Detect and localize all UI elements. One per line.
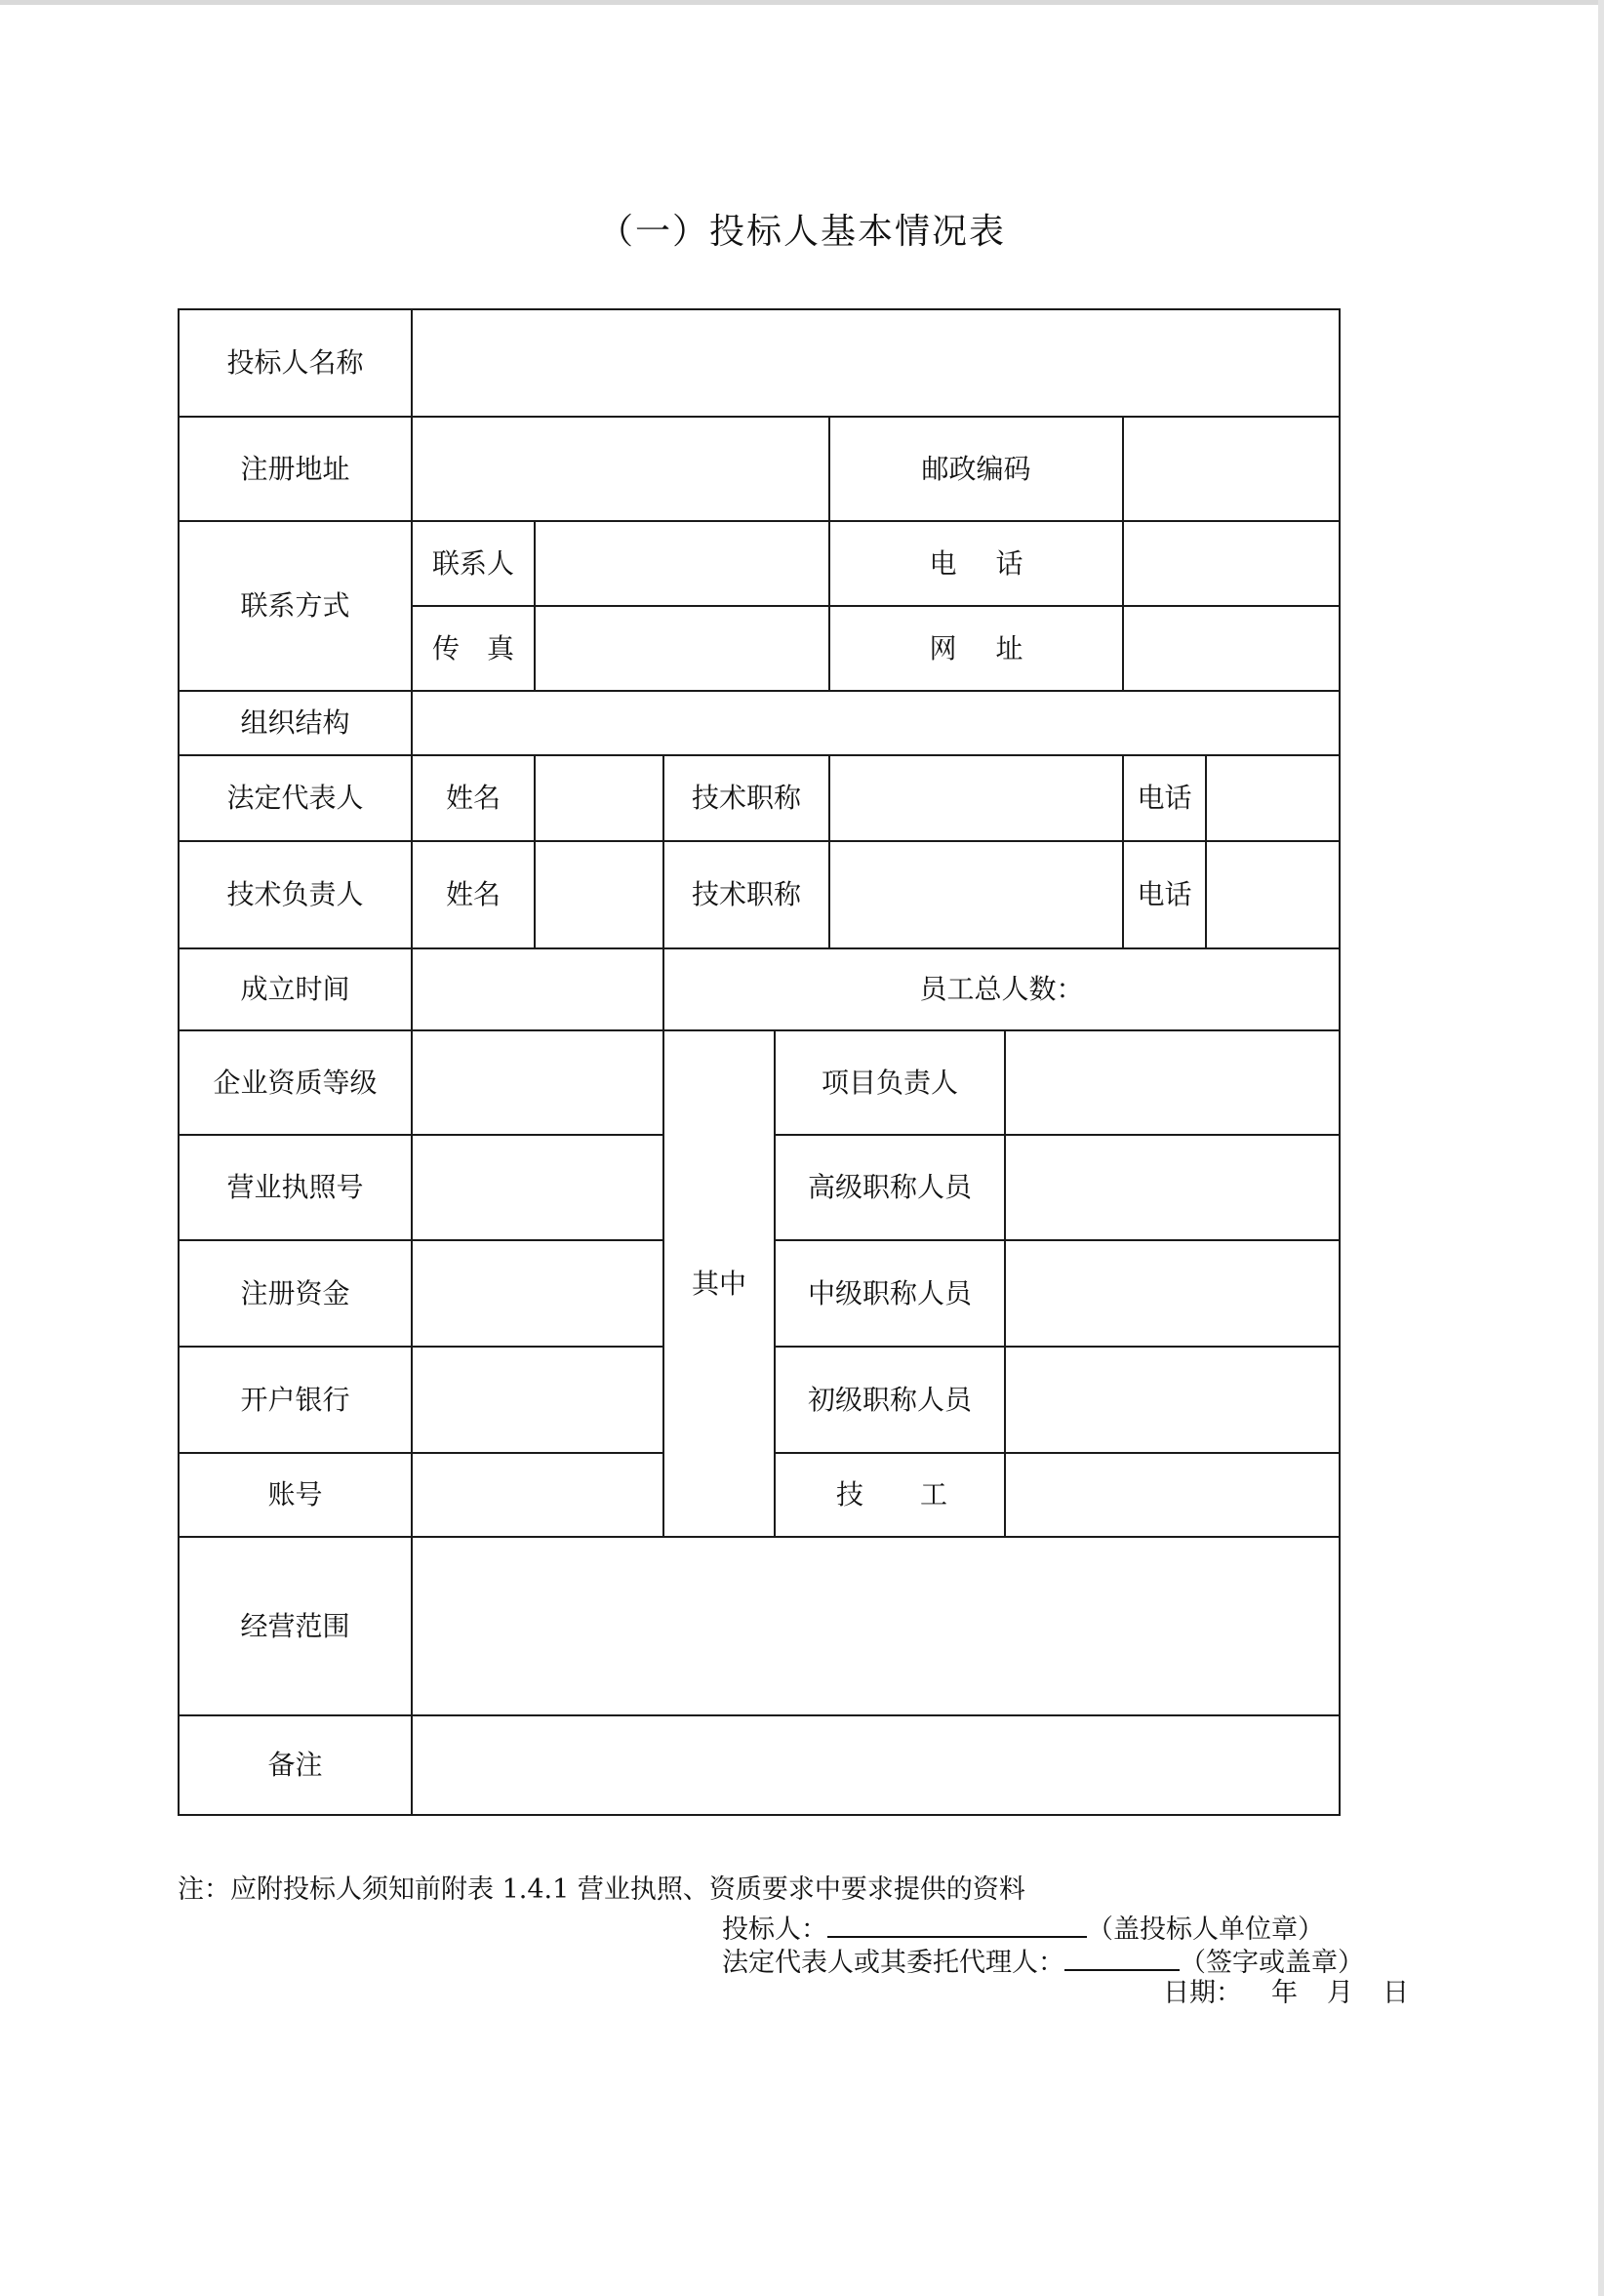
value-technician[interactable] [1005, 1453, 1340, 1537]
label-legal-rep-title: 技术职称 [663, 755, 829, 841]
label-phone [829, 521, 1123, 606]
value-reg-address[interactable] [412, 417, 829, 521]
label-fax [412, 606, 535, 691]
label-website-char-2: 址 [995, 631, 1023, 665]
label-mid-staff: 中级职称人员 [775, 1240, 1005, 1347]
value-business-scope[interactable] [412, 1537, 1340, 1715]
value-website[interactable] [1123, 606, 1340, 691]
value-fax[interactable] [535, 606, 829, 691]
label-qualification: 企业资质等级 [179, 1030, 412, 1135]
date-line [1163, 1977, 1409, 2010]
table-row [179, 1537, 1340, 1715]
page-title: （一）投标人基本情况表 [597, 212, 1006, 252]
label-technician [775, 1453, 1005, 1537]
value-bidder-name[interactable] [412, 309, 1340, 417]
label-phone-char-1: 电 [929, 546, 957, 580]
value-tech-lead-phone[interactable] [1206, 841, 1340, 948]
label-bank: 开户银行 [179, 1347, 412, 1453]
bidder-blank[interactable] [827, 1911, 1087, 1938]
label-reg-capital: 注册资金 [179, 1240, 412, 1347]
date-day: 日 [1383, 1978, 1409, 2008]
label-org-structure: 组织结构 [179, 691, 412, 755]
label-established: 成立时间 [179, 948, 412, 1030]
table-row [179, 691, 1340, 755]
label-legal-rep-phone: 电话 [1123, 755, 1206, 841]
table-row [179, 755, 1340, 841]
rep-label: 法定代表人或其委托代理人： [722, 1948, 1064, 1978]
table-row [179, 948, 1340, 1030]
value-tech-lead-title[interactable] [829, 841, 1123, 948]
value-license-no[interactable] [412, 1135, 663, 1240]
value-postal-code[interactable] [1123, 417, 1340, 521]
bidder-label: 投标人： [722, 1914, 827, 1945]
value-legal-rep-phone[interactable] [1206, 755, 1340, 841]
label-tech-lead-name: 姓名 [412, 841, 535, 948]
value-remarks[interactable] [412, 1715, 1340, 1815]
value-legal-rep-name[interactable] [535, 755, 663, 841]
bidder-seal-note: （盖投标人单位章） [1087, 1914, 1324, 1945]
bidder-signature-line [722, 1911, 1324, 1947]
label-legal-rep-name: 姓名 [412, 755, 535, 841]
value-account[interactable] [412, 1453, 663, 1537]
value-senior-staff[interactable] [1005, 1135, 1340, 1240]
bidder-info-table [178, 308, 1341, 1816]
label-of-which: 其中 [663, 1030, 775, 1537]
label-account: 账号 [179, 1453, 412, 1537]
table-row [179, 841, 1340, 948]
label-technician-char-1: 技 [836, 1478, 864, 1511]
scan-edge-top [0, 0, 1604, 5]
label-bidder-name: 投标人名称 [179, 309, 412, 417]
label-fax-char-1: 传 [432, 631, 461, 665]
label-phone-char-2: 话 [995, 546, 1023, 580]
label-license-no: 营业执照号 [179, 1135, 412, 1240]
label-tech-lead-title: 技术职称 [663, 841, 829, 948]
scan-edge-right [1598, 0, 1604, 2296]
label-legal-rep: 法定代表人 [179, 755, 412, 841]
value-org-structure[interactable] [412, 691, 1340, 755]
label-website [829, 606, 1123, 691]
rep-sign-note: （签字或盖章） [1180, 1948, 1364, 1978]
date-year: 年 [1271, 1978, 1298, 2008]
label-website-char-1: 网 [929, 631, 957, 665]
value-tech-lead-name[interactable] [535, 841, 663, 948]
label-business-scope: 经营范围 [179, 1537, 412, 1715]
attachment-note: 注：应附投标人须知前附表 1.4.1 营业执照、资质要求中要求提供的资料 [178, 1874, 1025, 1905]
value-legal-rep-title[interactable] [829, 755, 1123, 841]
rep-blank[interactable] [1064, 1944, 1180, 1971]
rep-signature-line [722, 1944, 1364, 1980]
label-total-staff: 员工总人数： [663, 948, 1340, 1030]
label-reg-address: 注册地址 [179, 417, 412, 521]
label-technician-char-2: 工 [919, 1478, 947, 1511]
label-senior-staff: 高级职称人员 [775, 1135, 1005, 1240]
label-tech-lead-phone: 电话 [1123, 841, 1206, 948]
value-mid-staff[interactable] [1005, 1240, 1340, 1347]
value-qualification[interactable] [412, 1030, 663, 1135]
label-postal-code: 邮政编码 [829, 417, 1123, 521]
value-established[interactable] [412, 948, 663, 1030]
label-fax-char-2: 真 [486, 631, 514, 665]
table-row [179, 521, 1340, 606]
label-contact-method: 联系方式 [179, 521, 412, 691]
label-contact-person: 联系人 [412, 521, 535, 606]
value-contact-person[interactable] [535, 521, 829, 606]
value-phone[interactable] [1123, 521, 1340, 606]
date-month: 月 [1327, 1978, 1353, 2008]
table-row [179, 1030, 1340, 1135]
label-project-lead: 项目负责人 [775, 1030, 1005, 1135]
table-row [179, 1715, 1340, 1815]
value-reg-capital[interactable] [412, 1240, 663, 1347]
label-tech-lead: 技术负责人 [179, 841, 412, 948]
value-project-lead[interactable] [1005, 1030, 1340, 1135]
value-bank[interactable] [412, 1347, 663, 1453]
date-label: 日期： [1163, 1978, 1242, 2008]
table-row [179, 309, 1340, 417]
label-remarks: 备注 [179, 1715, 412, 1815]
table-row [179, 417, 1340, 521]
value-junior-staff[interactable] [1005, 1347, 1340, 1453]
label-junior-staff: 初级职称人员 [775, 1347, 1005, 1453]
